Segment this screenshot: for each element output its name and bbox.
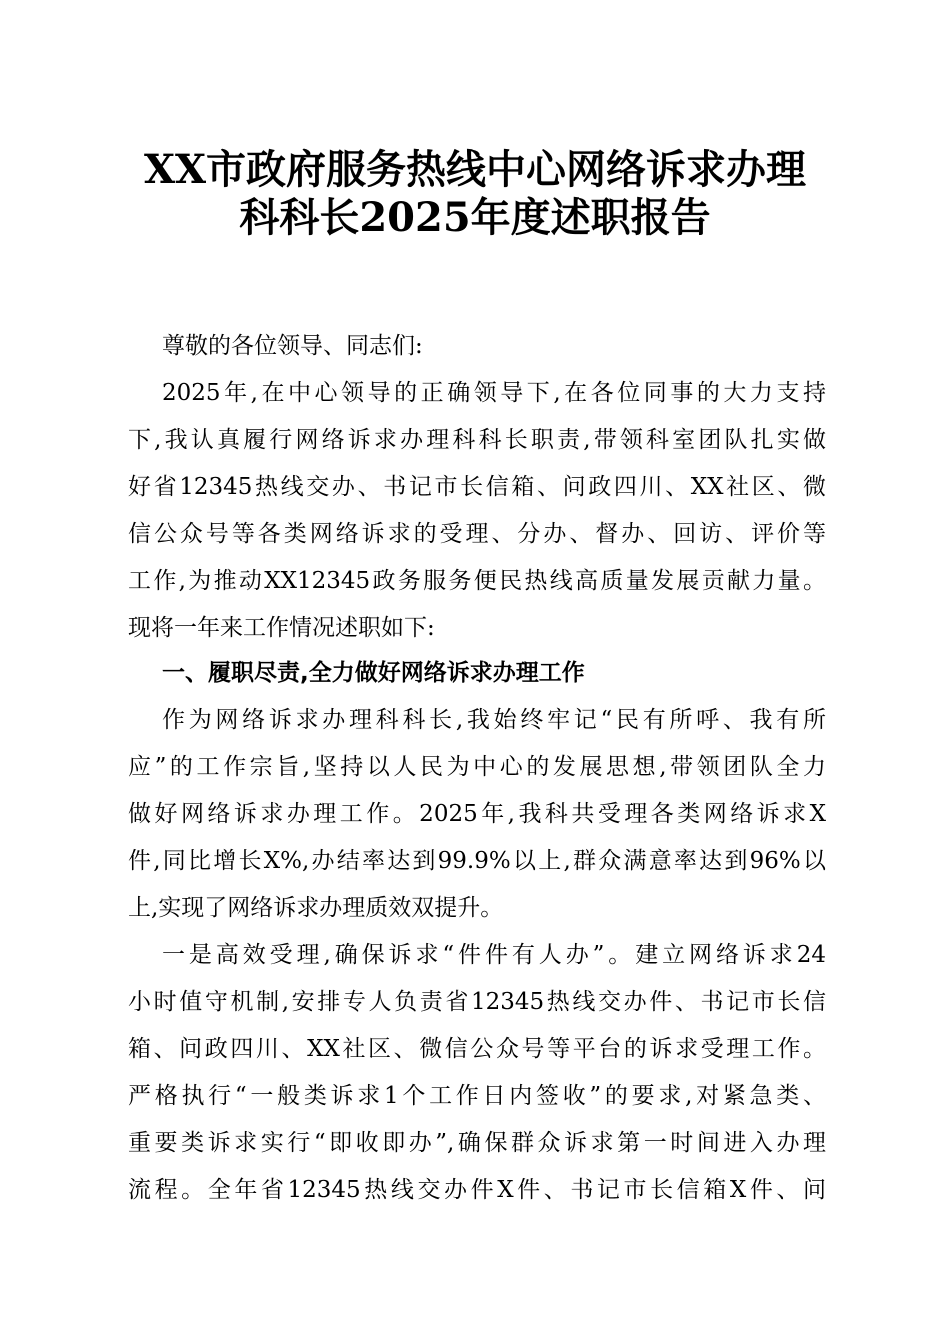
paragraph-line: 工作,为推动XX12345政务服务便民热线高质量发展贡献力量。	[128, 568, 826, 594]
paragraph-line: 应”的工作宗旨,坚持以人民为中心的发展思想,带领团队全力	[128, 754, 826, 780]
paragraph-line: 重要类诉求实行“即收即办”,确保群众诉求第一时间进入办理	[128, 1130, 826, 1156]
paragraph-line: 下,我认真履行网络诉求办理科科长职责,带领科室团队扎实做	[128, 427, 826, 453]
paragraph-line: 严格执行“一般类诉求1个工作日内签收”的要求,对紧急类、	[128, 1083, 826, 1109]
paragraph-line: 现将一年来工作情况述职如下:	[128, 615, 435, 641]
section-1-paragraphs	[128, 697, 826, 1214]
intro-paragraph	[128, 370, 826, 652]
paragraph-line: 作为网络诉求办理科科长,我始终牢记“民有所呼、我有所	[162, 707, 826, 733]
title-line-1: XX市政府服务热线中心网络诉求办理	[143, 146, 807, 193]
paragraph-line: 2025年,在中心领导的正确领导下,在各位同事的大力支持	[162, 380, 826, 406]
paragraph-line: 好省12345热线交办、书记市长信箱、问政四川、XX社区、微	[128, 474, 826, 500]
document-title	[0, 146, 950, 242]
paragraph-line: 件,同比增长X%,办结率达到99.9%以上,群众满意率达到96%以	[128, 848, 826, 874]
title-line-2: 科科长2025年度述职报告	[239, 194, 711, 241]
paragraph-line: 信公众号等各类网络诉求的受理、分办、督办、回访、评价等	[128, 521, 826, 547]
paragraph-line: 做好网络诉求办理工作。2025年,我科共受理各类网络诉求X	[128, 801, 826, 827]
salutation: 尊敬的各位领导、同志们:	[162, 333, 423, 359]
document-body	[128, 323, 826, 1214]
section-heading: 一、履职尽责,全力做好网络诉求办理工作	[162, 660, 585, 686]
paragraph-line: 箱、问政四川、XX社区、微信公众号等平台的诉求受理工作。	[128, 1036, 826, 1062]
paragraph-line: 小时值守机制,安排专人负责省12345热线交办件、书记市长信	[128, 989, 826, 1015]
paragraph-line: 一是高效受理,确保诉求“件件有人办”。建立网络诉求24	[162, 942, 826, 968]
paragraph-line: 流程。全年省12345热线交办件X件、书记市长信箱X件、问	[128, 1177, 826, 1203]
paragraph-line: 上,实现了网络诉求办理质效双提升。	[128, 895, 504, 921]
